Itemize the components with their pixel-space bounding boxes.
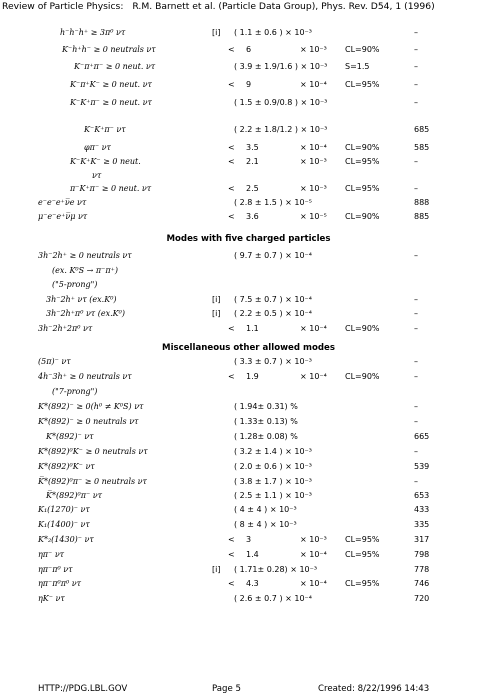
momentum-p: – [414, 28, 418, 37]
momentum-p: 585 [414, 143, 430, 152]
decay-mode: K*(892)⁻ ≥ 0 neutrals ντ [38, 417, 139, 426]
decay-row [0, 324, 497, 335]
decay-row [0, 212, 497, 223]
decay-row [0, 477, 497, 488]
fraction-unit: × 10⁻⁴ [300, 372, 327, 381]
decay-mode: K⁻π⁺π⁻ ≥ 0 neut. ντ [74, 62, 156, 71]
footer-created: Created: 8/22/1996 14:43 [318, 684, 430, 694]
decay-mode: K̅*(892)⁰π⁻ ντ [46, 491, 103, 500]
decay-mode: K₁(1400)⁻ ντ [38, 520, 90, 529]
branching-fraction: 3.5 [246, 143, 259, 152]
branching-fraction: ( 7.5 ± 0.7 ) × 10⁻⁴ [234, 295, 312, 304]
momentum-p: – [414, 251, 418, 260]
momentum-p: 888 [414, 198, 430, 207]
confidence-level: CL=95% [345, 579, 380, 588]
footer-page: Page 5 [212, 684, 242, 694]
decay-mode: ντ [92, 171, 102, 180]
section-title-five-charged: Modes with five charged particles [166, 234, 331, 244]
decay-mode: ("7-prong") [52, 387, 98, 396]
footer-url: HTTP://PDG.LBL.GOV [38, 684, 128, 694]
momentum-p: 685 [414, 125, 430, 134]
section-title-misc: Miscellaneous other allowed modes [162, 343, 335, 353]
branching-fraction: ( 3.2 ± 1.4 ) × 10⁻³ [234, 447, 312, 456]
fraction-unit: × 10⁻³ [300, 535, 327, 544]
decay-mode: K*(892)⁰K⁻ ντ [38, 462, 95, 471]
limit-sign: < [228, 550, 235, 559]
branching-fraction: ( 3.9 ± 1.9/1.6 ) × 10⁻³ [234, 62, 328, 71]
decay-mode: 3h⁻2h⁺ ≥ 0 neutrals ντ [38, 251, 132, 260]
branching-fraction: 1.1 [246, 324, 259, 333]
momentum-p: – [414, 62, 418, 71]
momentum-p: 778 [414, 565, 430, 574]
confidence-level: CL=95% [345, 550, 380, 559]
decay-mode: ηπ⁻π⁰π⁰ ντ [38, 579, 82, 588]
fraction-unit: × 10⁻⁴ [300, 80, 327, 89]
decay-row [0, 372, 497, 383]
confidence-level: CL=90% [345, 45, 380, 54]
decay-mode: K*(892)⁻ ντ [46, 432, 94, 441]
momentum-p: – [414, 402, 418, 411]
limit-sign: < [228, 45, 235, 54]
limit-sign: < [228, 212, 235, 221]
branching-fraction: 1.9 [246, 372, 259, 381]
decay-row [0, 45, 497, 56]
decay-row [0, 565, 497, 576]
momentum-p: 665 [414, 432, 430, 441]
momentum-p: 335 [414, 520, 430, 529]
branching-fraction: ( 3.8 ± 1.7 ) × 10⁻³ [234, 477, 312, 486]
decay-row [0, 157, 497, 168]
branching-fraction: ( 2.2 ± 0.5 ) × 10⁻⁴ [234, 309, 312, 318]
decay-row [0, 184, 497, 195]
decay-mode: K*(892)⁰K⁻ ≥ 0 neutrals ντ [38, 447, 148, 456]
momentum-p: – [414, 309, 418, 318]
decay-mode: K⁻K⁺π⁻ ≥ 0 neut. ντ [70, 98, 152, 107]
fraction-unit: × 10⁻⁴ [300, 579, 327, 588]
confidence-level: CL=90% [345, 143, 380, 152]
branching-fraction: 4.3 [246, 579, 259, 588]
decay-row [0, 550, 497, 561]
branching-fraction: ( 1.33± 0.13) % [234, 417, 298, 426]
branching-fraction: ( 8 ± 4 ) × 10⁻³ [234, 520, 297, 529]
momentum-p: 653 [414, 491, 430, 500]
footnote-flag: [i] [212, 295, 221, 304]
momentum-p: 746 [414, 579, 430, 588]
decay-row [0, 80, 497, 91]
decay-row [0, 171, 497, 182]
decay-mode: K̅*(892)⁰π⁻ ≥ 0 neutrals ντ [38, 477, 147, 486]
confidence-level: CL=90% [345, 372, 380, 381]
momentum-p: – [414, 184, 418, 193]
momentum-p: – [414, 372, 418, 381]
momentum-p: 539 [414, 462, 430, 471]
limit-sign: < [228, 157, 235, 166]
branching-fraction: 6 [246, 45, 252, 54]
branching-fraction: ( 1.28± 0.08) % [234, 432, 298, 441]
decay-row [0, 447, 497, 458]
branching-fraction: 3.6 [246, 212, 259, 221]
momentum-p: – [414, 295, 418, 304]
fraction-unit: × 10⁻⁴ [300, 324, 327, 333]
momentum-p: – [414, 447, 418, 456]
footnote-flag: [i] [212, 28, 221, 37]
limit-sign: < [228, 143, 235, 152]
decay-row [0, 594, 497, 605]
decay-mode: K⁻K⁺K⁻ ≥ 0 neut. [70, 157, 141, 166]
momentum-p: 798 [414, 550, 430, 559]
decay-row [0, 251, 497, 262]
momentum-p: – [414, 477, 418, 486]
fraction-unit: × 10⁻⁴ [300, 550, 327, 559]
decay-row [0, 417, 497, 428]
branching-fraction: ( 2.5 ± 1.1 ) × 10⁻³ [234, 491, 312, 500]
decay-row [0, 520, 497, 531]
decay-row [0, 579, 497, 590]
momentum-p: – [414, 324, 418, 333]
momentum-p: – [414, 417, 418, 426]
branching-fraction: 2.1 [246, 157, 259, 166]
momentum-p: 317 [414, 535, 430, 544]
decay-mode: 4h⁻3h⁺ ≥ 0 neutrals ντ [38, 372, 132, 381]
limit-sign: < [228, 80, 235, 89]
decay-row [0, 143, 497, 154]
confidence-level: S=1.5 [345, 62, 370, 71]
decay-row [0, 402, 497, 413]
branching-fraction: ( 1.1 ± 0.6 ) × 10⁻³ [234, 28, 312, 37]
decay-mode: K⁻K⁺π⁻ ντ [84, 125, 126, 134]
decay-row [0, 98, 497, 109]
decay-row [0, 309, 497, 320]
momentum-p: – [414, 357, 418, 366]
decay-mode: φπ⁻ ντ [84, 143, 111, 152]
decay-row [0, 198, 497, 209]
momentum-p: – [414, 157, 418, 166]
decay-row [0, 505, 497, 516]
decay-row [0, 535, 497, 546]
footnote-flag: [i] [212, 565, 221, 574]
decay-mode: K⁻h⁺h⁻ ≥ 0 neutrals ντ [62, 45, 156, 54]
decay-mode: K⁻π⁺K⁻ ≥ 0 neut. ντ [70, 80, 152, 89]
confidence-level: CL=90% [345, 324, 380, 333]
decay-mode: 3h⁻2h⁺ ντ (ex.K⁰) [46, 295, 117, 304]
decay-row [0, 491, 497, 502]
confidence-level: CL=95% [345, 157, 380, 166]
fraction-unit: × 10⁻³ [300, 45, 327, 54]
branching-fraction: ( 3.3 ± 0.7 ) × 10⁻³ [234, 357, 312, 366]
limit-sign: < [228, 579, 235, 588]
decay-mode: μ⁻e⁻e⁺ν̅μ ντ [38, 212, 88, 221]
decay-mode: K*₂(1430)⁻ ντ [38, 535, 94, 544]
decay-row [0, 462, 497, 473]
decay-mode: π⁻K⁺π⁻ ≥ 0 neut. ντ [70, 184, 152, 193]
limit-sign: < [228, 535, 235, 544]
decay-row [0, 62, 497, 73]
branching-fraction: 2.5 [246, 184, 259, 193]
decay-row [0, 387, 497, 398]
decay-row [0, 280, 497, 291]
momentum-p: – [414, 80, 418, 89]
fraction-unit: × 10⁻³ [300, 157, 327, 166]
branching-fraction: 3 [246, 535, 252, 544]
momentum-p: 885 [414, 212, 430, 221]
decay-row [0, 357, 497, 368]
momentum-p: – [414, 98, 418, 107]
confidence-level: CL=95% [345, 80, 380, 89]
decay-mode: e⁻e⁻e⁺ν̅e ντ [38, 198, 87, 207]
citation: R.M. Barnett et al. (Particle Data Group), Phys. Rev. D54, 1 (1996) [132, 1, 435, 12]
confidence-level: CL=95% [345, 184, 380, 193]
page-header [2, 1, 435, 12]
decay-row [0, 295, 497, 306]
decay-mode: 3h⁻2h⁺2π⁰ ντ [38, 324, 93, 333]
decay-row [0, 28, 497, 39]
fraction-unit: × 10⁻³ [300, 184, 327, 193]
decay-mode: (ex. K⁰S → π⁻π⁺) [52, 266, 118, 275]
decay-row [0, 266, 497, 277]
decay-mode: 3h⁻2h⁺π⁰ ντ (ex.K⁰) [46, 309, 125, 318]
confidence-level: CL=95% [345, 535, 380, 544]
branching-fraction: 9 [246, 80, 252, 89]
fraction-unit: × 10⁻⁴ [300, 143, 327, 152]
branching-fraction: ( 2.6 ± 0.7 ) × 10⁻⁴ [234, 594, 312, 603]
decay-mode: (5π)⁻ ντ [38, 357, 71, 366]
branching-fraction: ( 2.8 ± 1.5 ) × 10⁻⁵ [234, 198, 312, 207]
fraction-unit: × 10⁻⁵ [300, 212, 327, 221]
journal-title: Review of Particle Physics: [2, 1, 124, 12]
branching-fraction: ( 4 ± 4 ) × 10⁻³ [234, 505, 297, 514]
decay-mode: K₁(1270)⁻ ντ [38, 505, 90, 514]
branching-fraction: ( 1.94± 0.31) % [234, 402, 298, 411]
limit-sign: < [228, 372, 235, 381]
decay-mode: ηπ⁻ ντ [38, 550, 65, 559]
branching-fraction: ( 1.5 ± 0.9/0.8 ) × 10⁻³ [234, 98, 328, 107]
decay-mode: ηK⁻ ντ [38, 594, 65, 603]
branching-fraction: ( 9.7 ± 0.7 ) × 10⁻⁴ [234, 251, 312, 260]
branching-fraction: ( 2.0 ± 0.6 ) × 10⁻³ [234, 462, 312, 471]
momentum-p: 433 [414, 505, 430, 514]
branching-fraction: ( 1.71± 0.28) × 10⁻³ [234, 565, 318, 574]
decay-mode: ηπ⁻π⁰ ντ [38, 565, 73, 574]
decay-row [0, 125, 497, 136]
decay-mode: h⁻h⁻h⁺ ≥ 3π⁰ ντ [60, 28, 126, 37]
confidence-level: CL=90% [345, 212, 380, 221]
momentum-p: 720 [414, 594, 430, 603]
branching-fraction: ( 2.2 ± 1.8/1.2 ) × 10⁻³ [234, 125, 328, 134]
momentum-p: – [414, 45, 418, 54]
limit-sign: < [228, 184, 235, 193]
decay-mode: ("5-prong") [52, 280, 98, 289]
decay-mode: K*(892)⁻ ≥ 0(h⁰ ≠ K⁰S) ντ [38, 402, 144, 411]
branching-fraction: 1.4 [246, 550, 259, 559]
decay-row [0, 432, 497, 443]
footnote-flag: [i] [212, 309, 221, 318]
limit-sign: < [228, 324, 235, 333]
